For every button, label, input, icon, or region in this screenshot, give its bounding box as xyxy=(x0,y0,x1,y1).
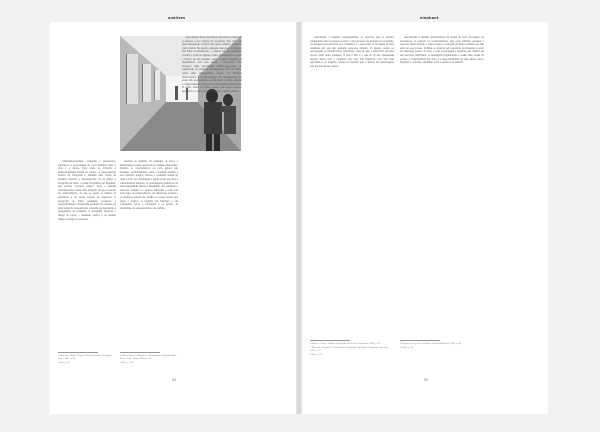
footnote: 3 Ibid., p. 41. xyxy=(58,362,71,365)
left-running-header: análises xyxy=(168,16,186,20)
left-footnotes-1 xyxy=(58,355,116,366)
right-page-number: 95 xyxy=(424,378,429,382)
left-col3-text: que emerge desta experiência não mais só integrará os mortos e nos valores da sociedade, mas sim com uma imensidade sociável que quase sempre, terminará com a morte. No quarto, enquanto Alex toca ao piano o Für Elise de Beethoven, a câmera faz um panorama circular e volta ao mesmo ponto, apresentando o preto e branco de um elefante. Alex, a quem ninguém dá importância, está sem planos e massacres. Não interessa uma abordagem didático-moralista do significado da tragédia em Elephant. Em vez disso, sobre uma ambiguidade latente ou diálogos improvisados e os personagens são interpretados por atores não profissionais reproduzindo no filme atitudes e comportamentos típicos dos adolescentes americanos. O estilo visual do filme assenta em longos planos-sequência e o espectador é impelido a sentir a tensão. xyxy=(182,36,242,93)
left-notes-rule-1 xyxy=(58,352,98,353)
left-col1-text: complementaridade, conforme a perspectiva, entende-se a necessidade do tocar humano entre a vida e a morte. Esta visão do Exército é temporariamente fixada no tempo. A representação através da fotografia é também uma forma de permitir conectar o desconhecido. Se no tempo a fotografia de Elias, o poder fotográfico de Elephant, que profere "retratos, muito". Para o homem contemporâneo existe uma sensação de que é preciso de conhecimento, de que se expõe os limites da existência e há várias formas de expressar. A fotografia de Elias permitem recuperar a sustentabilidade e identidade perdidas. No entanto, há uma forma de interpretação contrária da destruição e apagamento da memória. A fotografia expressa o desejo de captar a realidade, aberta, e ao mesmo tempo nostalgia do passado. xyxy=(58,160,116,221)
footnote: 9 Eagleton, Terry. Sweet Violence. Oxford: Blackwell, 2003, p. 46. xyxy=(400,343,462,345)
right-notes-rule-2 xyxy=(400,340,440,341)
right-col2-text: desordenado e distinto, perturbadores da ordem do todo. Os tempos de reconhecer, ao explicar os acontecimentos, mas pode tambem construir a resposta. Neste sentido, a culpa tragica é a imagem de uma sociedade que não sabe ver seus jovens. O filme se constrói pela repetição de situações a partir de diferentes pontos de vista, e cada personagem é seguido pela câmera em seu percurso individual. A montagem fragmentada é assim uma forma de revelar a complexidade dos fatos e a impossibilidade de uma leitura única. Elephant é, portanto, um filme sobre a ausência de sentido. xyxy=(400,36,484,65)
left-column-1 xyxy=(58,160,116,348)
footnote: 2 Maffesoli, Michel. Elogio da Razão Sensível. Petrópolis: Vozes, 2005, p. 38. xyxy=(58,355,113,361)
footnote: 4 Morin, Edgar. O Método 5: A Humanidade da Humanidade. Porto Alegre: Sulina, 2003, p. 114. xyxy=(120,355,177,361)
right-footnotes-2 xyxy=(400,343,484,351)
right-notes-rule-1 xyxy=(310,340,350,341)
left-footnotes-2 xyxy=(120,355,178,366)
left-notes-rule-2 xyxy=(120,352,160,353)
footnote: 5 Ibid., p. 120. xyxy=(120,362,134,365)
left-column-2 xyxy=(120,160,178,348)
right-footnotes-1 xyxy=(310,343,394,358)
footnote: 8 Ibid., p. 61. xyxy=(310,354,323,357)
footnote: 7 Nietzsche, Friedrich. O Nascimento da Tragédia. São Paulo: Companhia das Letras, 1992, p. 52. xyxy=(310,347,389,353)
footnote: 10 Ibid., p. 58. xyxy=(400,347,414,350)
left-column-3 xyxy=(182,36,242,354)
right-column-1 xyxy=(310,36,394,336)
right-column-2 xyxy=(400,36,484,336)
left-page-number: 94 xyxy=(172,378,177,382)
left-col2-text: tenciam ao domínio do feminino. A força, a integridade e poder pertencem ao domínio masculino. Quando as características de cada gênero são abaladas, profundamente, então o homem assume a sua condição trágica. Tem-se a confusão sexual de Alex e Eric. Ao assumirem o papel social que lhes é culturalmente imposto, os personagens perdem-se de uma integridade sexual e identitária. Na realidade o universo variante é o próprio indivíduo e como um todo lugar de transformação. As diferenças sexuais e os modelos entram em conflito e é nessa tensão que surge o trágico. A tragédia em Elephant é um comentário sobre a juventude e as formas de identidade, de representação e de conflito. xyxy=(120,160,178,210)
right-col1-text: entendendo a tragédia contemporânea, os aspectos que os estudos evidenciam entre os fatores sociais a cada processo de inserção na sociedade. As imagens parecem falar por si mesmas e o espectador se vê diante de uma realidade em que não existem respostas simples. O mundo assim, os personagens se movem entre corredores, salas de aula e refeitórios em uma escola como outra qualquer. O que é dito e o que se vê não apresentam relação direta com a violência que virá. Em Elephant, Gus Van Sant aproxima-se da tragédia clássica ao mostrar que o destino dos personagens está traçado desde o início. xyxy=(310,36,394,68)
footnote: 6 Steiner, George. A Morte da Tragédia. São Paulo: Perspectiva, 2006, p. 19. xyxy=(310,343,381,345)
book-gutter xyxy=(296,22,302,414)
right-running-header: elephant xyxy=(420,16,439,20)
